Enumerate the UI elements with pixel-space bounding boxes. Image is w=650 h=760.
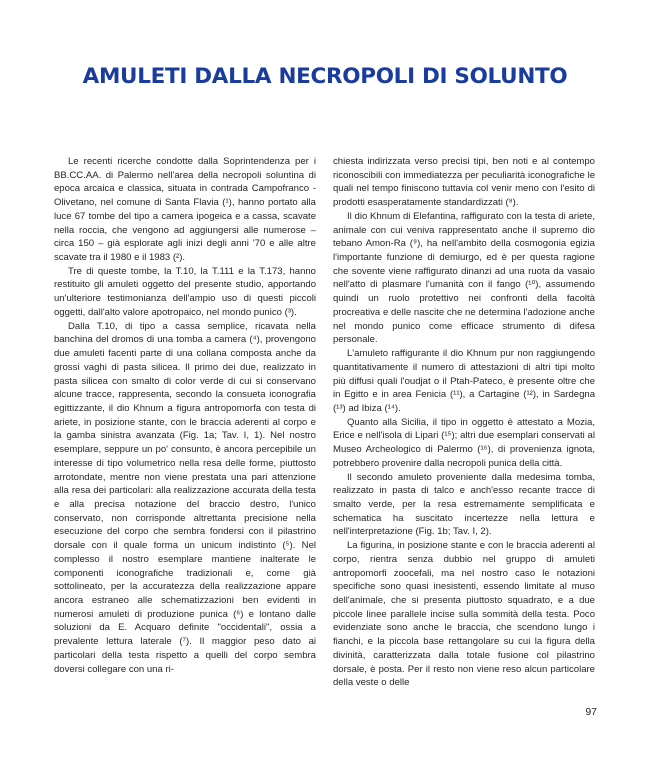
paragraph: La figurina, in posizione stante e con le braccia aderenti al corpo, rientra senza dubbio nel gruppo di amuleti antropomorfi zoocefali, ma nel nostro caso le notazioni specifiche sono quasi inesistenti, essendo limitate al muso dell'animale, che si presenta piuttosto squadrato, e a due piccole linee parallele incise sulla sommità della testa. Poco evidenziate sono anche le braccia, che scendono lungo i fianchi, e la piccola base rettangolare su cui la figura della divinità, caratterizzata dalla totale fusione col pilastrino dorsale, è posta. Per il resto non viene reso alcun particolare della veste o delle: [333, 540, 595, 689]
paragraph-continuation: chiesta indirizzata verso precisi tipi, ben noti e al contempo riconoscibili con immediatezza per peculiarità iconografiche le quali nel tempo finiscono tuttavia col venir meno con l'esito di prodotti esasperatamente standardizzati (⁸).: [333, 156, 595, 209]
paragraph: Quanto alla Sicilia, il tipo in oggetto è attestato a Mozia, Erice e nell'isola di Lipari (¹⁵); altri due esemplari conservati al Museo Archeologico di Palermo (¹⁶), di provenienza ignota, potrebbero provenire dalla necropoli punica della città.: [333, 416, 595, 469]
paragraph: Il dio Khnum di Elefantina, raffigurato con la testa di ariete, animale con cui veniva rappresentato anche il supremo dio tebano Amon-Ra (⁹), ha nell'ambito della cosmogonia egizia l'importante funzione di demiurgo, ed è per questa ragione che sovente viene raffigurato dinanzi ad una ruota da vasaio nell'atto di plasmare l'umanità con il fango (¹⁰), assumendo quindi un ruolo protettivo nei confronti della facoltà procreativa e delle nascite che ne determina l'adozione anche nel mondo punico come efficace strumento di difesa personale.: [333, 210, 595, 346]
page-number: 97: [585, 706, 597, 718]
paragraph: Il secondo amuleto proveniente dalla medesima tomba, realizzato in pasta di talco e anch'esso recante tracce di smalto verde, per la resa estremamente semplificata e schematica ha suscitato incertezze nella lettura e nell'interpretazione (Fig. 1b; Tav. I, 2).: [333, 471, 595, 538]
right-text-column: [333, 155, 595, 690]
paragraph: L'amuleto raffigurante il dio Khnum pur non raggiungendo quantitativamente il numero di attestazioni di altri tipi molto più diffusi quali l'oudjat o il Ptah-Pateco, è presente oltre che in Egitto e in area Fenicia (¹¹), a Cartagine (¹²), in Sardegna (¹³) ad Ibiza (¹⁴).: [333, 348, 595, 414]
article-title: AMULETI DALLA NECROPOLI DI SOLUNTO: [82, 64, 568, 89]
paragraph: Dalla T.10, di tipo a cassa semplice, ricavata nella banchina del dromos di una tomba a camera (⁴), provengono due amuleti facenti parte di una collana composta anche da grossi vaghi di pasta silicea. Il primo dei due, realizzato in pasta silicea con smalto di color verde di cui si conservano alcune tracce, rappresenta, secondo la consueta iconografia egittizzante, il dio Khnum a figura antropomorfa con testa di ariete, in posizione stante, con le braccia aderenti al corpo e la gamba sinistra avanzata (Fig. 1a; Tav. I, 1). Nel nostro esemplare, seppure un po' consunto, è ancora percepibile un interesse di tipo volumetrico nella resa delle forme, piuttosto arrotondate, mentre non viene prestata una pari attenzione alla resa dei particolari: alla realizzazione accurata della testa e alla precisa notazione del braccio destro, l'unico conservato, non corrisponde altrettanta precisione nella esecuzione del corpo che sembra fondersi con il pilastrino dorsale con il quale forma un unicum indistinto (⁵). Nel complesso il nostro esemplare mantiene inalterate le componenti iconografiche tradizionali e, come già sottolineato, per la accuratezza della realizzazione appare ancora estraneo alle schematizzazioni ben evidenti in numerosi amuleti di produzione punica (⁶) e lontano dalle soluzioni da E. Acquaro definite "occidentali", ossia a prevalente lettura laterale (⁷). Il maggior peso dato ai particolari della testa rispetto a quelli del corpo sembra doversi collegare con una ri-: [54, 320, 316, 675]
paragraph: Le recenti ricerche condotte dalla Soprintendenza per i BB.CC.AA. di Palermo nell'area della necropoli soluntina di epoca arcaica e classica, situata in contrada Campofranco - Olivetano, nel comune di Santa Flavia (¹), hanno portato alla luce 67 tombe del tipo a camera ipogeica e a cassa, scavate nella roccia, che vengono ad aggiungersi alle numerose – circa 150 – già esplorate agli inizi degli anni '70 e alle altre scavate tra il 1980 e il 1983 (²).: [54, 156, 316, 264]
left-text-column: [54, 155, 316, 676]
paragraph: Tre di queste tombe, la T.10, la T.111 e la T.173, hanno restituito gli amuleti oggetto del presente studio, apportando un'ulteriore testimonianza dell'ampio uso di questi piccoli oggetti, dall'alto valore apotropaico, nel mondo punico (³).: [54, 265, 316, 318]
